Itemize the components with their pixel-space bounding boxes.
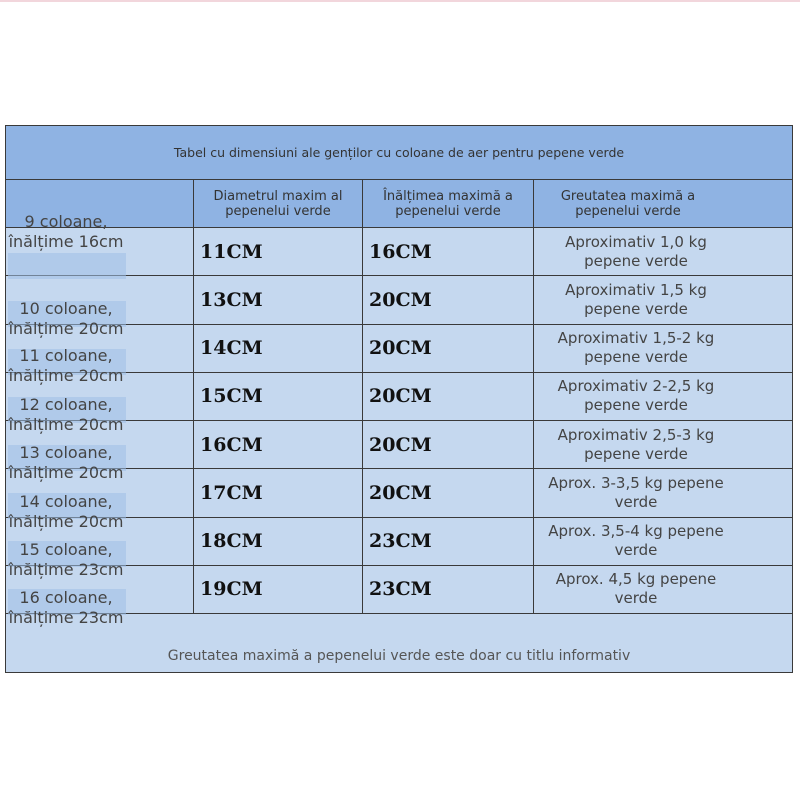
weight-cell: Aproximativ 2-2,5 kg pepene verde bbox=[557, 377, 715, 415]
diameter-cell: 13CM bbox=[200, 288, 263, 311]
header-height: Înălțimea maximă a pepenelui verde bbox=[383, 189, 513, 219]
weight-cell: Aproximativ 2,5-3 kg pepene verde bbox=[557, 425, 715, 463]
size-table bbox=[5, 125, 793, 673]
weight-cell: Aprox. 3-3,5 kg pepene verde bbox=[548, 473, 724, 511]
height-cell: 20CM bbox=[369, 433, 432, 456]
height-cell: 20CM bbox=[369, 385, 432, 408]
header-weight: Greutatea maximă a pepenelui verde bbox=[560, 189, 696, 219]
row-label: 10 coloane, înălțime 20cm bbox=[8, 299, 124, 338]
footer-note: Greutatea maximă a pepenelui verde este doar cu titlu informativ bbox=[167, 648, 631, 664]
weight-cell: Aproximativ 1,5-2 kg pepene verde bbox=[557, 329, 715, 367]
height-cell: 20CM bbox=[369, 337, 432, 360]
height-cell: 23CM bbox=[369, 530, 432, 553]
row-label: 16 coloane, înălțime 23cm bbox=[8, 588, 124, 627]
weight-cell: Aproximativ 1,0 kg pepene verde bbox=[565, 232, 707, 270]
weight-cell: Aprox. 4,5 kg pepene verde bbox=[555, 570, 717, 608]
header-diameter: Diametrul maxim al pepenelui verde bbox=[213, 189, 343, 219]
diameter-cell: 15CM bbox=[200, 385, 263, 408]
top-divider bbox=[0, 0, 800, 2]
row-label: 12 coloane, înălțime 20cm bbox=[8, 395, 124, 434]
label-highlight bbox=[8, 253, 126, 279]
diameter-cell: 19CM bbox=[200, 578, 263, 601]
height-cell: 20CM bbox=[369, 481, 432, 504]
height-cell: 23CM bbox=[369, 578, 432, 601]
diameter-cell: 18CM bbox=[200, 530, 263, 553]
diameter-cell: 14CM bbox=[200, 337, 263, 360]
row-label: 11 coloane, înălțime 20cm bbox=[8, 346, 124, 385]
height-cell: 16CM bbox=[369, 240, 432, 263]
height-cell: 20CM bbox=[369, 288, 432, 311]
row-label: 9 coloane, înălțime 16cm bbox=[8, 212, 124, 251]
row-label: 14 coloane, înălțime 20cm bbox=[8, 492, 124, 531]
diameter-cell: 17CM bbox=[200, 481, 263, 504]
row-label: 13 coloane, înălțime 20cm bbox=[8, 443, 124, 482]
row-label: 15 coloane, înălțime 23cm bbox=[8, 540, 124, 579]
diameter-cell: 11CM bbox=[200, 240, 263, 263]
weight-cell: Aprox. 3,5-4 kg pepene verde bbox=[548, 522, 724, 560]
diameter-cell: 16CM bbox=[200, 433, 263, 456]
table-title: Tabel cu dimensiuni ale genților cu coloane de aer pentru pepene verde bbox=[6, 126, 792, 180]
weight-cell: Aproximativ 1,5 kg pepene verde bbox=[565, 280, 707, 318]
